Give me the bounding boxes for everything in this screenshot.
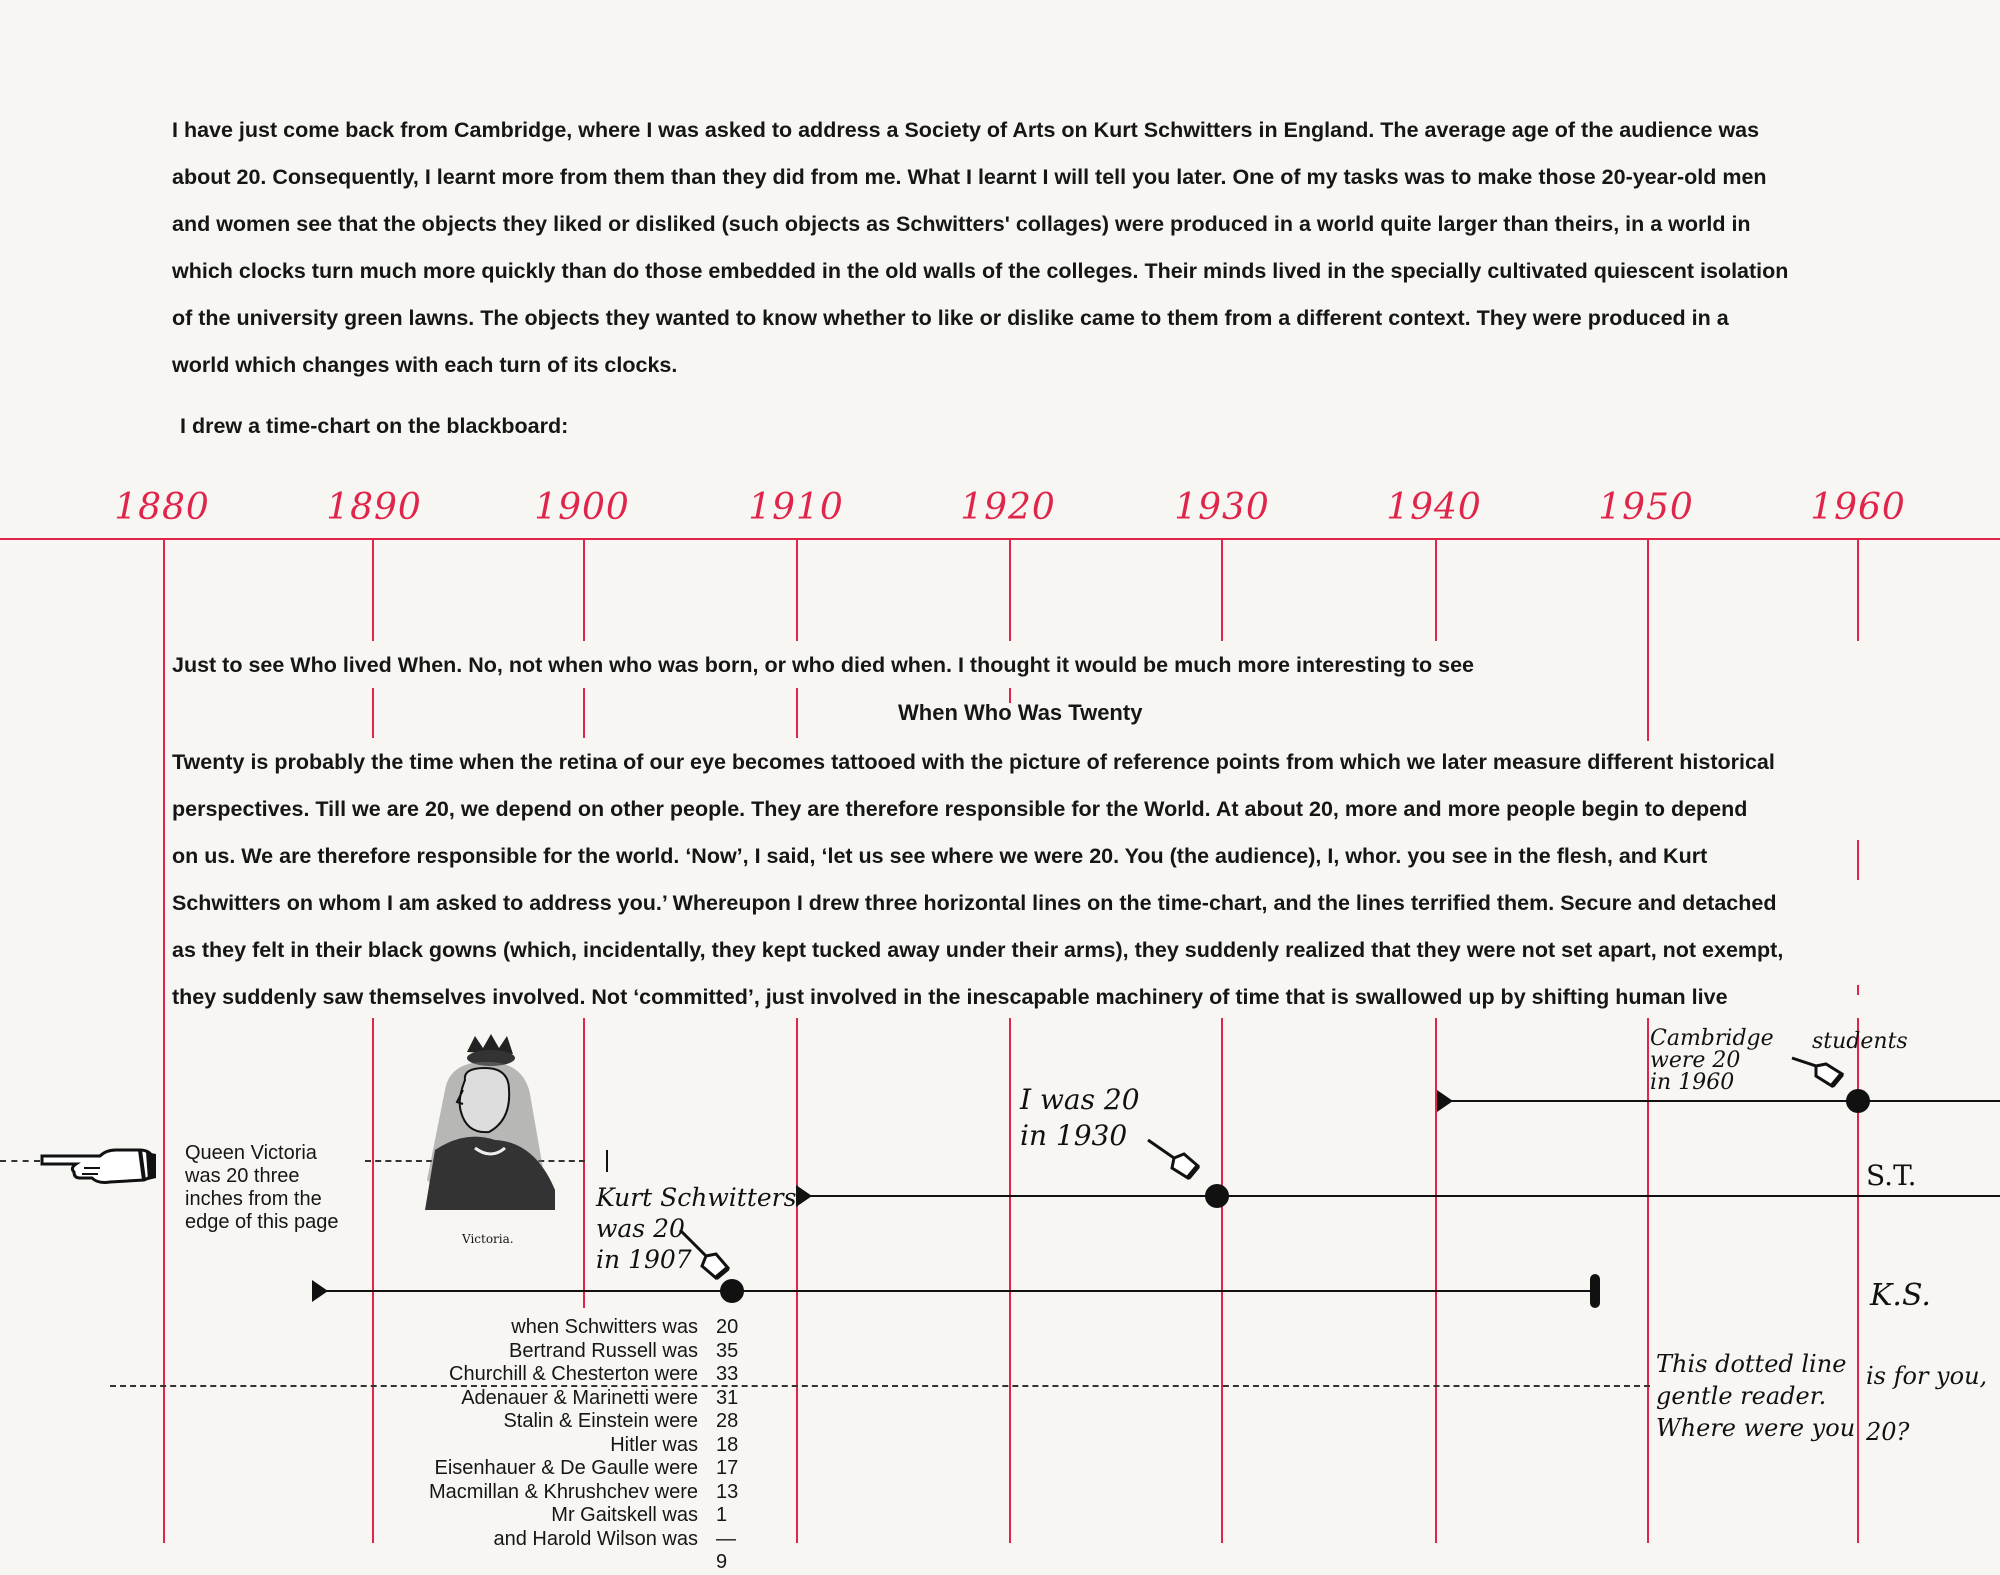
age-row: [360, 1457, 746, 1481]
reader-dotted-line: [110, 1385, 1650, 1387]
middle-line: they suddenly saw themselves involved. Not ‘committed’, just involved in the inescapable machinery of time that is swallowed up by shifting human live: [172, 985, 1728, 1009]
author-line: [797, 1195, 2000, 1197]
middle-line: as they felt in their black gowns (which, incidentally, they kept tucked away under their arms), they suddenly realized that they were not set apart, not exempt,: [172, 938, 1784, 962]
middle-line: on us. We are therefore responsible for the world. ‘Now’, I said, ‘let us see where we were 20. You (the audience), I, whor. you see in the flesh, and Kurt: [172, 844, 1708, 868]
author-note: [1020, 1082, 1140, 1154]
middle-intro-line: Just to see Who lived When. No, not when who was born, or who died when. I thought it would be much more interesting to see: [172, 653, 1474, 677]
kurt-note-line: in 1907: [596, 1245, 692, 1274]
age-value: 31: [716, 1386, 739, 1409]
age-label: when Schwitters was: [511, 1316, 698, 1338]
year-rule: [372, 538, 374, 641]
age-row: [360, 1316, 746, 1340]
year-rule: [372, 688, 374, 738]
intro-line: and women see that the objects they liked or disliked (such objects as Schwitters' collages) were produced in a world quite larger than theirs, in a world in: [172, 212, 1751, 236]
age-row: [360, 1434, 746, 1458]
ks-label: K.S.: [1870, 1278, 1931, 1313]
pointing-hand-icon: [1790, 1050, 1846, 1090]
age-label: Bertrand Russell was: [509, 1339, 698, 1362]
author-note-line: I was 20: [1020, 1083, 1140, 1116]
schwitters-line: [312, 1290, 1595, 1292]
year-rule: [583, 1018, 585, 1308]
students-line: [1438, 1100, 2000, 1102]
year-rule: [583, 538, 585, 641]
pointing-hand-icon: [676, 1226, 736, 1286]
st-label: S.T.: [1866, 1159, 1917, 1192]
age-label: Churchill & Chesterton were: [449, 1363, 698, 1385]
queen-victoria-line: edge of this page: [185, 1211, 339, 1233]
queen-victoria-line: Queen Victoria: [185, 1142, 317, 1164]
age-label: Macmillan & Khrushchev were: [429, 1480, 698, 1503]
year-rule: [1857, 538, 1859, 641]
dotted-note-right-line: 20?: [1866, 1418, 1910, 1446]
pointing-hand-icon: [1144, 1134, 1204, 1184]
age-value: 17: [716, 1457, 739, 1479]
year-label: 1920: [960, 487, 1056, 528]
year-label: 1910: [748, 487, 844, 528]
cambridge-note: [1650, 1028, 1774, 1094]
year-rule: [1647, 538, 1649, 741]
cambridge-note-line: Cambridge: [1650, 1026, 1774, 1051]
age-label: Adenauer & Marinetti were: [461, 1386, 698, 1409]
victoria-portrait-icon: [405, 1030, 565, 1225]
intro-line: world which changes with each turn of its clocks.: [172, 353, 678, 377]
age-row: [360, 1363, 746, 1387]
intro-line: of the university green lawns. The objects they wanted to know whether to like or dislike came to them from a different context. They were produced in a: [172, 306, 1729, 330]
year-label: 1960: [1810, 487, 1906, 528]
students-word: students: [1812, 1029, 1908, 1054]
age-row: [360, 1387, 746, 1411]
intro-line: which clocks turn much more quickly than do those embedded in the old walls of the colleges. Their minds lived in the specially cultivated quiescent isolation: [172, 259, 1789, 283]
age-label: Hitler was: [610, 1433, 698, 1456]
author-line-start: [796, 1185, 812, 1207]
pointing-hand-icon: [40, 1138, 160, 1188]
year-label: 1950: [1598, 487, 1694, 528]
victoria-caption: Victoria.: [462, 1232, 514, 1246]
age-value: 20: [716, 1316, 739, 1338]
middle-line: Twenty is probably the time when the retina of our eye becomes tattooed with the picture of reference points from which we later measure different historical: [172, 750, 1775, 774]
year-label: 1900: [534, 487, 630, 528]
intro-line: about 20. Consequently, I learnt more from them than they did from me. What I learnt I will tell you later. One of my tasks was to make those 20-year-old men: [172, 165, 1767, 189]
middle-line: Schwitters on whom I am asked to address you.’ Whereupon I drew three horizontal lines on the time-chart, and the lines terrified them. Secure and detached: [172, 891, 1777, 915]
year-label: 1890: [326, 487, 422, 528]
queen-victoria-note: [185, 1142, 338, 1234]
cambridge-note-line: were 20: [1650, 1048, 1741, 1073]
age-value: —9: [716, 1527, 736, 1573]
students-line-dot: [1846, 1089, 1870, 1113]
dotted-note-line: Where were you: [1656, 1414, 1856, 1442]
kurt-note-line: Kurt Schwitters: [596, 1183, 797, 1212]
cambridge-note-line: in 1960: [1650, 1070, 1735, 1095]
dotted-note-right-line: is for you,: [1866, 1362, 1988, 1390]
author-note-line: in 1930: [1020, 1119, 1128, 1152]
dotted-note-line: This dotted line: [1656, 1350, 1847, 1378]
year-rule: [796, 688, 798, 738]
blackboard-line: I drew a time-chart on the blackboard:: [180, 414, 569, 438]
victoria-dotted-line: [0, 1160, 40, 1162]
age-row: [360, 1481, 746, 1505]
age-label: Mr Gaitskell was: [551, 1504, 698, 1526]
age-label: Stalin & Einstein were: [503, 1410, 698, 1432]
age-value: 18: [716, 1433, 739, 1456]
queen-victoria-line: was 20 three: [185, 1165, 300, 1187]
age-row: [360, 1504, 746, 1528]
intro-paragraph: [172, 107, 1902, 389]
middle-paragraph: [172, 739, 1902, 1021]
year-rule: [1221, 538, 1223, 641]
age-value: 35: [716, 1339, 739, 1362]
dotted-line-note: [1656, 1348, 1855, 1444]
victoria-end-mark: [606, 1150, 608, 1172]
middle-line: perspectives. Till we are 20, we depend on other people. They are therefore responsible for the World. At about 20, more and more people begin to depend: [172, 797, 1748, 821]
dotted-line-note-right: [1866, 1348, 1987, 1460]
students-line-start: [1437, 1090, 1453, 1112]
year-rule: [1009, 538, 1011, 641]
schwitters-line-end: [1590, 1274, 1600, 1308]
schwitters-line-start: [312, 1280, 328, 1302]
author-line-dot: [1205, 1184, 1229, 1208]
age-value: 33: [716, 1363, 739, 1385]
year-label: 1940: [1386, 487, 1482, 528]
age-row: [360, 1410, 746, 1434]
age-value: 13: [716, 1480, 739, 1503]
year-rule: [163, 538, 165, 1543]
age-value: 28: [716, 1410, 739, 1432]
ages-list: [360, 1316, 746, 1573]
timeline-axis: [0, 538, 2000, 540]
year-label: 1930: [1174, 487, 1270, 528]
year-rule: [1009, 1018, 1011, 1543]
age-label: and Harold Wilson was: [493, 1527, 698, 1550]
queen-victoria-line: inches from the: [185, 1188, 322, 1210]
age-label: Eisenhauer & De Gaulle were: [434, 1457, 698, 1479]
age-row: [360, 1527, 746, 1573]
section-heading: When Who Was Twenty: [898, 700, 1143, 725]
year-rule: [796, 1018, 798, 1543]
dotted-note-line: gentle reader.: [1656, 1382, 1827, 1410]
kurt-note-line: was 20: [596, 1214, 685, 1243]
year-rule: [1221, 1018, 1223, 1543]
year-rule: [583, 688, 585, 738]
age-row: [360, 1340, 746, 1364]
year-rule: [796, 538, 798, 641]
year-rule: [1647, 1018, 1649, 1543]
year-rule: [1435, 538, 1437, 641]
age-value: 1: [716, 1504, 728, 1526]
year-label: 1880: [114, 487, 210, 528]
intro-line: I have just come back from Cambridge, where I was asked to address a Society of Arts on Kurt Schwitters in England. The average age of the audience was: [172, 118, 1760, 142]
